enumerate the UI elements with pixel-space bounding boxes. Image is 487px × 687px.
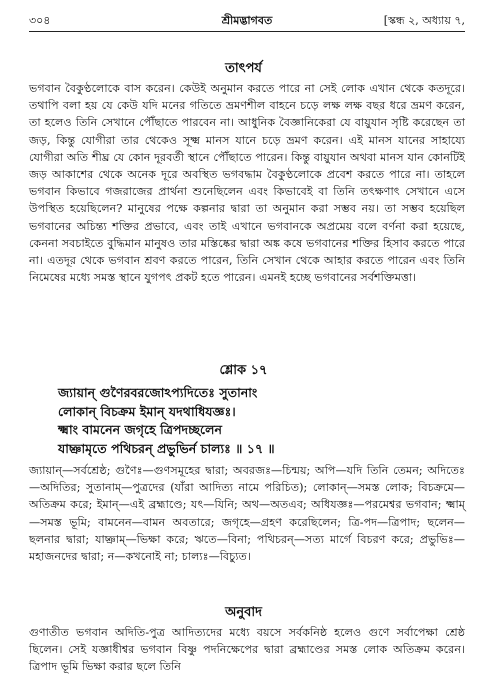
purport-text: ভগবান বৈকুণ্ঠলোকে বাস করেন। কেউই অনুমান করতে পারে না সেই লোক এখান থেকে কতদূরে। তথাপি বলা হয় যে কেউ যদি মনের গতিতে ভ্রমণশীল বাহনে চড়ে লক্ষ লক্ষ বছর ধরে ভ্রমণ করেন, তা হলেও তিনি সেখানে পৌঁছাতে পারবেন না। আধুনিক বৈজ্ঞানিকেরা যে বায়ুযান সৃষ্টি করেছেন তা জড়, কিন্তু যোগীরা তার থেকেও সূক্ষ্ম মানস যানে চড়ে ভ্রমণ করেন। এই মানস যানের সাহায্যে যোগীরা অতি শীঘ্র যে কোন দূরবর্তী স্থানে পৌঁছাতে পারেন। কিন্তু বায়ুযান অথবা মানস যান কোনটিই জড় আকাশের থেকে অনেক দূরে অবস্থিত ভগবদ্ধাম বৈকুণ্ঠলোকে প্রবেশ করতে পারে না। তাহলে ভগবান কিভাবে গজরাজের প্রার্থনা শুনেছিলেন এবং কিভাবেই বা তিনি তৎক্ষণাৎ সেখানে এসে উপস্থিত হয়েছিলেন? মানুষের পক্ষে কল্পনার দ্বারা তা অনুমান করা সম্ভব নয়। তা সম্ভব হয়েছিল ভগবানের অচিন্ত্য শক্তির প্রভাবে, এবং তাই এখানে ভগবানকে অপ্রমেয় বলে বর্ণনা করা হয়েছে, কেননা সবচাইতে বুদ্ধিমান মানুষও তার মস্তিষ্কের দ্বারা অঙ্ক কষে ভগবানের শক্তির হিসাব করতে পারে না। এতদূর থেকে ভগবান শ্রবণ করতে পারেন, তিনি সেখান থেকে আহার করতে পারেন এবং তিনি নিমেষের মধ্যে সমস্ত স্থানে যুগপৎ প্রকট হতে পারেন। এমনই হচ্ছে ভগবানের সর্বশক্তিমত্তা। [29,82,465,285]
page-header [29,12,465,30]
translation-heading: অনুবাদ [225,605,262,620]
sanskrit-verse: জ্যায়ান্ গুণৈরবরজোঽপ্যদিতেঃ সুতানাং লোকান্ বিচক্রম ইমান্ যদথাধিযজ্ঞঃ। ক্ষ্মাং বামনেন জগৃহে ত্রিপদচ্ছলেন যাচ্ঞামৃতে পথিচরন্ প্রভুভির্ন চাল্যঃ ॥ ১৭ ॥ [58,385,275,456]
synonyms-text: জ্যায়ান্—সর্বশ্রেষ্ঠ; গুণৈঃ—গুণসমূহের দ্বারা; অবরজঃ—চিন্ময়; অপি—যদি তিনি তেমন; অদিতেঃ—অদিতির; সুতানাম্—পুত্রদের (যাঁরা আদিত্য নামে পরিচিত); লোকান্—সমস্ত লোক; বিচক্রমে—অতিক্রম করে; ইমান্—এই ব্রহ্মাণ্ডে; যৎ—যিনি; অথ—অতএব; অধিযজ্ঞঃ—পরমেশ্বর ভগবান; ক্ষ্মাম্—সমস্ত ভূমি; বামনেন—বামন অবতারে; জগৃহে—গ্রহণ করেছিলেন; ত্রি-পদ—ত্রিপাদ; ছলেন—ছলনার দ্বারা; যাচ্ঞাম্—ভিক্ষা করে; ঋতে—বিনা; পথিচরন্—সত্য মার্গে বিচরণ করে; প্রভুভিঃ—মহাজনদের দ্বারা; ন—কখনোই না; চাল্যঃ—বিচ্যুত। [29,464,465,564]
section-reference: [স্কন্ধ ২, অধ্যায় ৭, [383,14,465,27]
purport-heading: তাৎপর্য [225,61,262,76]
page-number: ৩০৪ [29,14,51,27]
book-title: শ্রীমদ্ভাগবত [221,14,273,27]
translation-text: গুণাতীত ভগবান অদিতি-পুত্র আদিত্যদের মধ্যে বয়সে সর্বকনিষ্ঠ হলেও গুণে সর্বাপেক্ষা শ্রেষ্ঠ ছিলেন। সেই যজ্ঞাধীশ্বর ভগবান বিষ্ণু পদনিক্ষেপের দ্বারা ব্রহ্মাণ্ডের সমস্ত লোক অতিক্রম করেন। ত্রিপাদ ভূমি ভিক্ষা করার ছলে তিনি [29,626,465,674]
header-divider [29,31,465,32]
verse-heading: শ্লোক ১৭ [219,363,268,378]
